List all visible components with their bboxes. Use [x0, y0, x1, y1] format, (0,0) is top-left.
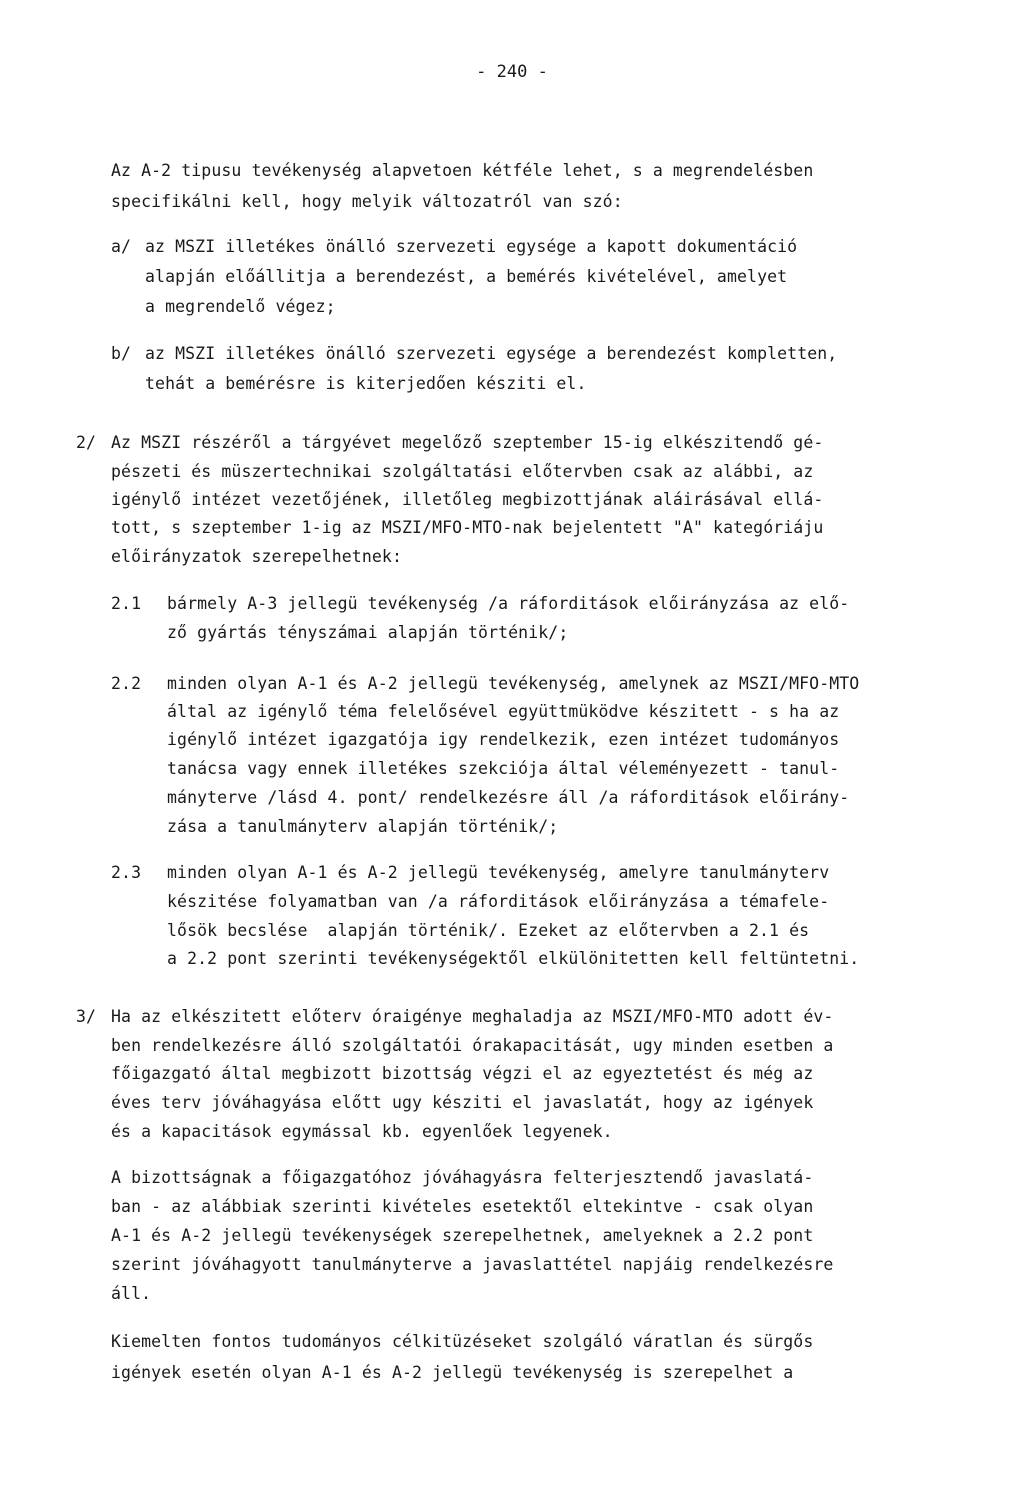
item-b-line: az MSZI illetékes önálló szervezeti egysége a berendezést kompletten, [145, 344, 838, 363]
subsection-2-2-label: 2.2 [111, 674, 142, 693]
urgent-line: Kiemelten fontos tudományos célkitüzéseket szolgáló váratlan és sürgős [111, 1332, 814, 1351]
committee-line: szerint jóváhagyott tanulmányterve a javaslattétel napjáig rendelkezésre [111, 1255, 834, 1274]
subsection-2-2-line: mányterve /lásd 4. pont/ rendelkezésre áll /a ráforditások előirány- [167, 788, 850, 807]
subsection-2-3-line: lősök becslése alapján történik/. Ezeket az előtervben a 2.1 és [167, 921, 810, 940]
section-3-label: 3/ [76, 1007, 97, 1026]
subsection-2-2-line: igénylő intézet igazgatója igy rendelkezik, ezen intézet tudományos [167, 730, 840, 749]
section-2-line: tott, s szeptember 1-ig az MSZI/MFO-MTO-nak bejelentett "A" kategóriáju [111, 518, 824, 537]
section-2-label: 2/ [76, 433, 97, 452]
section-2-line: pészeti és müszertechnikai szolgáltatási előtervben csak az alábbi, az [111, 462, 814, 481]
page-number: - 240 - [476, 62, 548, 82]
item-a-line: a megrendelő végez; [145, 297, 336, 316]
subsection-2-3-line: minden olyan A-1 és A-2 jellegü tevékenység, amelyre tanulmányterv [167, 863, 830, 882]
urgent-line: igények esetén olyan A-1 és A-2 jellegü tevékenység is szerepelhet a [111, 1363, 794, 1382]
item-b-label: b/ [111, 344, 132, 363]
intro-line: Az A-2 tipusu tevékenység alapvetoen kétféle lehet, s a megrendelésben [111, 161, 814, 180]
section-2-line: előirányzatok szerepelhetnek: [111, 547, 402, 566]
item-a-line: alapján előállitja a berendezést, a bemérés kivételével, amelyet [145, 267, 788, 286]
section-3-line: éves terv jóváhagyása előtt ugy késziti el javaslatát, hogy az igények [111, 1093, 814, 1112]
subsection-2-2-line: minden olyan A-1 és A-2 jellegü tevékenység, amelynek az MSZI/MFO-MTO [167, 674, 860, 693]
section-3-line: ben rendelkezésre álló szolgáltatói órakapacitását, ugy minden esetben a [111, 1036, 834, 1055]
committee-line: áll. [111, 1284, 152, 1303]
item-a-label: a/ [111, 237, 132, 256]
subsection-2-1-line: bármely A-3 jellegü tevékenység /a ráforditások előirányzása az elő- [167, 594, 850, 613]
subsection-2-1-line: ző gyártás tényszámai alapján történik/; [167, 623, 569, 642]
subsection-2-2-line: által az igénylő téma felelősével együttmüködve készitett - s ha az [167, 702, 840, 721]
subsection-2-3-label: 2.3 [111, 863, 142, 882]
item-a-line: az MSZI illetékes önálló szervezeti egysége a kapott dokumentáció [145, 237, 798, 256]
section-3-line: Ha az elkészitett előterv óraigénye meghaladja az MSZI/MFO-MTO adott év- [111, 1007, 834, 1026]
subsection-2-3-line: a 2.2 pont szerinti tevékenységektől elkülönitetten kell feltüntetni. [167, 949, 860, 968]
intro-line: specifikálni kell, hogy melyik változatról van szó: [111, 192, 623, 211]
committee-line: ban - az alábbiak szerinti kivételes esetektől eltekintve - csak olyan [111, 1197, 814, 1216]
subsection-2-2-line: zása a tanulmányterv alapján történik/; [167, 817, 559, 836]
section-3-line: főigazgató által megbizott bizottság végzi el az egyeztetést és még az [111, 1064, 814, 1083]
section-2-line: igénylő intézet vezetőjének, illetőleg megbizottjának aláirásával ellá- [111, 490, 824, 509]
item-b-line: tehát a bemérésre is kiterjedően késziti el. [145, 374, 587, 393]
section-3-line: és a kapacitások egymással kb. egyenlőek legyenek. [111, 1122, 613, 1141]
subsection-2-3-line: készitése folyamatban van /a ráforditások előirányzása a témafele- [167, 892, 830, 911]
subsection-2-2-line: tanácsa vagy ennek illetékes szekciója által véleményezett - tanul- [167, 759, 840, 778]
subsection-2-1-label: 2.1 [111, 594, 142, 613]
committee-line: A-1 és A-2 jellegü tevékenységek szerepelhetnek, amelyeknek a 2.2 pont [111, 1226, 814, 1245]
section-2-line: Az MSZI részéről a tárgyévet megelőző szeptember 15-ig elkészitendő gé- [111, 433, 824, 452]
committee-line: A bizottságnak a főigazgatóhoz jóváhagyásra felterjesztendő javaslatá- [111, 1168, 814, 1187]
